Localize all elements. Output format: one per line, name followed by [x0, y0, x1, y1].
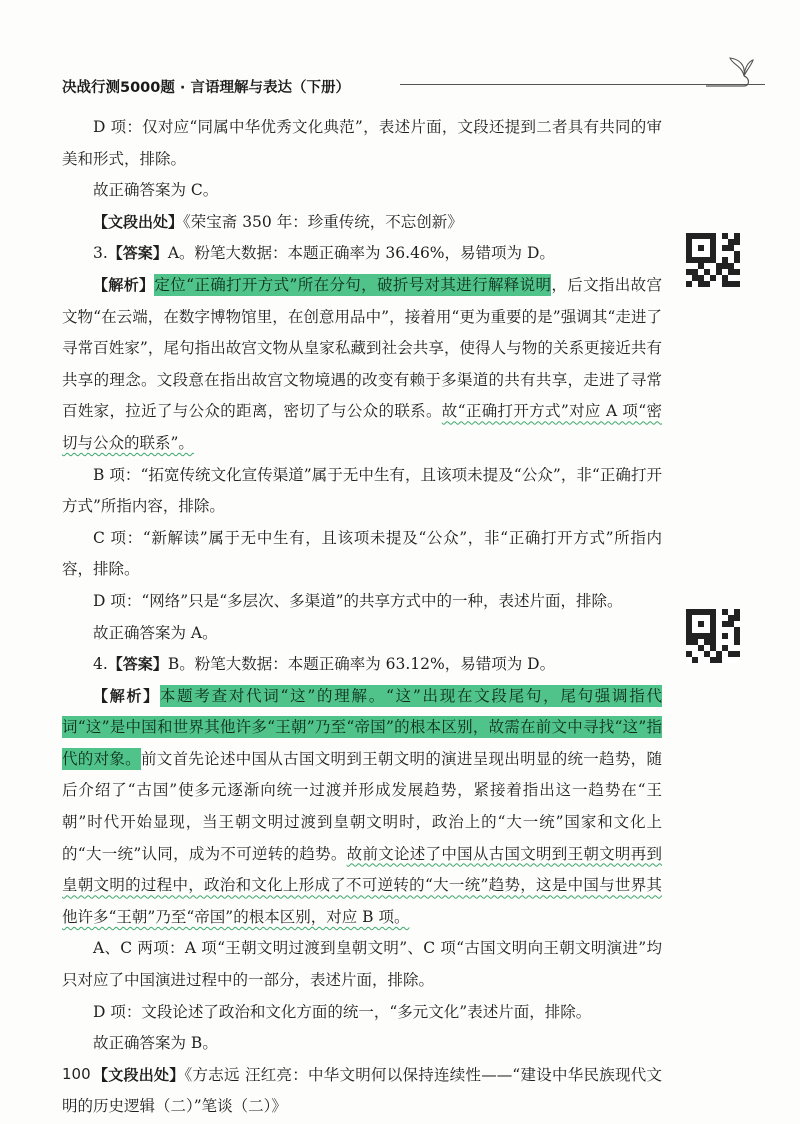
qr-code-q4[interactable]	[686, 609, 740, 663]
q3-analysis-label: 【解析】	[93, 275, 155, 294]
q3-answer-line	[62, 238, 662, 270]
q4-conclusion: 故正确答案为 B。	[93, 1034, 218, 1053]
q3-number: 3.	[93, 244, 108, 263]
sprout-icon	[704, 50, 754, 100]
book-title: 决战行测5000题 · 言语理解与表达（下册）	[62, 80, 350, 96]
q4-source-label: 【文段出处】	[93, 1065, 185, 1084]
q4-option-ac: A、C 两项：A 项“王朝文明过渡到皇朝文明”、C 项“古国文明向王朝文明演进”均只对应了中国演进过程中的一部分，表述片面，排除。	[62, 939, 662, 990]
q4-answer-line	[62, 649, 662, 681]
q3-option-c: C 项：“新解读”属于无中生有，且该项未提及“公众”，非“正确打开方式”所指内容，排除。	[62, 528, 662, 579]
source-text: 《荣宝斋 350 年：珍重传统，不忘创新》	[183, 212, 463, 231]
q4-source	[62, 1060, 662, 1123]
q3-option-b: B 项：“拓宽传统文化宣传渠道”属于无中生有，且该项未提及“公众”，非“正确打开方式”所指内容，排除。	[62, 465, 662, 516]
q3-analysis-body: ，后文指出故宫文物“在云端，在数字博物馆里，在创意用品中”，接着用“更为重要的是”强调其“走进了寻常百姓家”，尾句指出故宫文物从皇家私藏到社会共享，使得人与物的关系更接近共有共享的理念。文段意在指出故宫文物境遇的改变有赖于多渠道的共有共享，走进了寻常百姓家，拉近了与公众的距离，密切了与公众的联系。	[62, 275, 662, 421]
q3-analysis-conclusion: 故“正确打开方式”对应 A 项“密切与公众的联系”。	[62, 402, 662, 452]
q3-analysis	[62, 270, 662, 460]
qr-code-q3[interactable]	[686, 233, 740, 287]
q4-analysis-conclusion: 故前文论述了中国从古国文明到王朝文明再到皇朝文明的过程中，政治和文化上形成了不可逆转的“大一统”趋势，这是中国与世界其他许多“王朝”乃至“帝国”的根本区别，对应 B 项。	[62, 844, 662, 926]
q4-analysis-label: 【解析】	[93, 686, 160, 705]
q3-answer-label: 【答案】	[107, 244, 168, 263]
page-content	[62, 112, 662, 1123]
conclusion-paragraph: 故正确答案为 C。	[93, 181, 219, 200]
q4-source-text: 《方志远 汪红亮：中华文明何以保持连续性——“建设中华民族现代文明的历史逻辑（二）”笔谈（二）》	[62, 1065, 662, 1116]
q3-answer-text: A。粉笔大数据：本题正确率为 36.46%，易错项为 D。	[167, 244, 555, 263]
q4-option-d: D 项：文段论述了政治和文化方面的统一，“多元文化”表述片面，排除。	[93, 1002, 592, 1021]
q3-analysis-highlight: 定位“正确打开方式”所在分句，破折号对其进行解释说明	[154, 275, 552, 294]
q3-option-d: D 项：“网络”只是“多层次、多渠道”的共享方式中的一种，表述片面，排除。	[93, 591, 623, 610]
q4-analysis-body: 前文首先论述中国从古国文明到王朝文明的演进呈现出明显的统一趋势，随后介绍了“古国”使多元逐渐向统一过渡并形成发展趋势，紧接着指出这一趋势在“王朝”时代开始显现，当王朝文明过渡到皇朝文明时，政治上的“大一统”国家和文化上的“大一统”认同，成为不可逆转的趋势。	[62, 749, 662, 863]
q4-analysis	[62, 681, 662, 934]
q4-analysis-highlight: 本题考查对代词“这”的理解。“这”出现在文段尾句，尾句强调指代词“这”是中国和世界其他许多“王朝”乃至“帝国”的根本区别，故需在前文中寻找“这”指代的对象。	[62, 686, 662, 768]
option-d-paragraph: D 项：仅对应“同属中华优秀文化典范”，表述片面，文段还提到二者具有共同的审美和形式，排除。	[62, 118, 662, 168]
page-number: 100	[62, 1065, 91, 1083]
source-label: 【文段出处】	[93, 212, 184, 231]
q4-answer-label: 【答案】	[107, 655, 168, 674]
q3-conclusion: 故正确答案为 A。	[93, 623, 218, 642]
page-header	[62, 50, 752, 110]
q4-number: 4.	[93, 655, 108, 674]
source-paragraph	[62, 207, 662, 239]
q4-answer-text: B。粉笔大数据：本题正确率为 63.12%，易错项为 D。	[167, 655, 556, 674]
